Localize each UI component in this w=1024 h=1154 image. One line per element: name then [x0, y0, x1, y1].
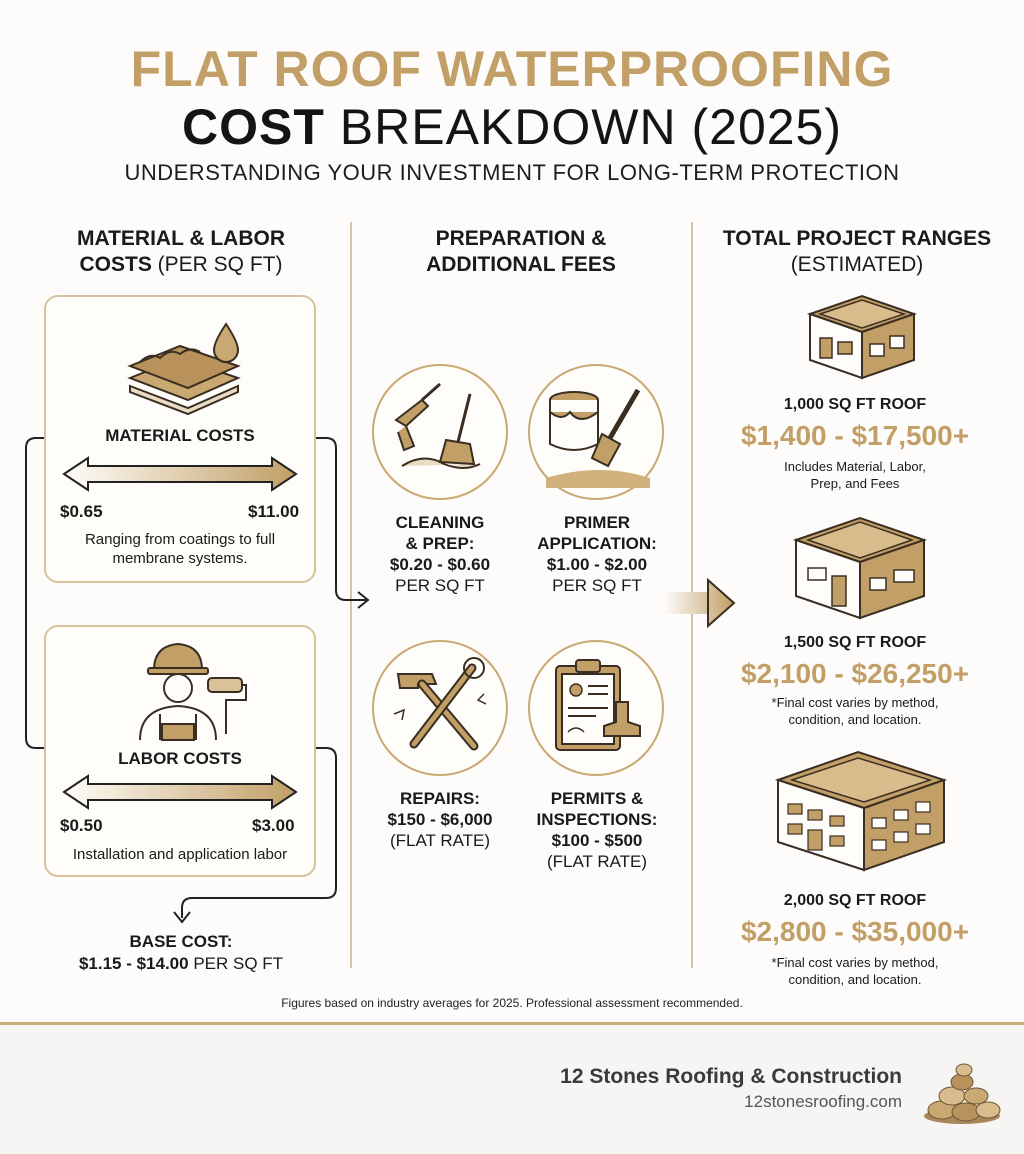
permits-name-2: INSPECTIONS:	[536, 810, 658, 829]
roof-2000-note-1: *Final cost varies by method,	[771, 955, 939, 970]
paintbrush-icon	[610, 390, 638, 438]
roof-2000-range: $2,800 - $35,000+	[740, 916, 970, 947]
pressure-washer-icon	[384, 380, 496, 480]
labor-note: Installation and application labor	[72, 846, 288, 863]
repairs-name: REPAIRS:	[400, 789, 480, 808]
roof-2000-note	[690, 954, 1020, 988]
footer	[0, 1025, 1024, 1154]
roof-1500-note	[690, 694, 1020, 728]
right-column-heading	[696, 226, 1018, 278]
page-subtitle: UNDERSTANDING YOUR INVESTMENT FOR LONG-TERM PROTECTION	[124, 160, 900, 185]
permits-range: $100 - $500	[551, 831, 643, 850]
title-rest: BREAKDOWN (2025)	[324, 99, 843, 155]
right-bracket-line	[316, 438, 366, 600]
roof-layers-icon	[120, 318, 250, 418]
permits-name-1: PERMITS &	[550, 789, 644, 808]
left-heading-thin: (PER SQ FT)	[151, 253, 283, 276]
labor-range-arrow	[60, 772, 300, 812]
repairs-fee	[360, 788, 520, 851]
roof-2000-note-2: condition, and location.	[788, 972, 922, 987]
primer-range: $1.00 - $2.00	[546, 555, 648, 574]
footnote: Figures based on industry averages for 2025. Professional assessment recommended.	[281, 996, 743, 1010]
page-title-line1: FLAT ROOF WATERPROOFING	[130, 41, 894, 97]
water-drop-icon	[214, 324, 238, 362]
left-bracket-line	[26, 438, 44, 748]
roof-1500-note-1: *Final cost varies by method,	[771, 695, 939, 710]
material-min: $0.65	[60, 502, 103, 521]
cleaning-range: $0.20 - $0.60	[389, 555, 491, 574]
primer-name-1: PRIMER	[563, 513, 631, 532]
stones-logo-icon	[918, 1056, 1004, 1128]
base-cost-value	[20, 954, 342, 974]
roof-1000-note	[690, 458, 1020, 492]
roof-1500-note-2: condition, and location.	[788, 712, 922, 727]
repairs-range: $150 - $6,000	[387, 810, 493, 829]
right-heading-line1: TOTAL PROJECT RANGES	[722, 227, 992, 250]
building-large-icon	[774, 746, 948, 874]
roof-1500-range: $2,100 - $26,250+	[740, 658, 970, 689]
labor-min: $0.50	[60, 816, 103, 835]
worker-icon	[130, 634, 250, 742]
labor-costs-label: LABOR COSTS	[118, 749, 242, 768]
paint-roller-icon	[208, 678, 242, 692]
hammer-icon	[388, 654, 494, 760]
roof-1000-label: 1,000 SQ FT ROOF	[783, 396, 927, 413]
material-costs-label: MATERIAL COSTS	[105, 426, 255, 445]
primer-name-2: APPLICATION:	[537, 534, 657, 553]
base-cost-unit: PER SQ FT	[188, 954, 284, 973]
roof-1000-note-2: Prep, and Fees	[810, 476, 900, 491]
material-max: $11.00	[248, 502, 300, 521]
cleaning-name-2: & PREP:	[405, 534, 475, 553]
permits-unit: (FLAT RATE)	[546, 852, 648, 871]
building-small-icon	[804, 292, 920, 382]
left-heading-bold: COSTS	[79, 253, 152, 276]
middle-heading-line2: ADDITIONAL FEES	[426, 253, 616, 276]
material-range-arrow	[60, 454, 300, 494]
roof-2000-label: 2,000 SQ FT ROOF	[783, 892, 927, 909]
cleaning-name-1: CLEANING	[395, 513, 485, 532]
roof-1000-range: $1,400 - $17,500+	[740, 420, 970, 451]
arrow-to-totals	[660, 576, 740, 630]
repairs-unit: (FLAT RATE)	[389, 831, 491, 850]
brand-name: 12 Stones Roofing & Construction	[560, 1065, 902, 1088]
permits-fee	[514, 788, 680, 872]
paint-can-icon	[540, 382, 652, 488]
base-cost-range: $1.15 - $14.00	[78, 954, 189, 973]
clipboard-icon	[546, 654, 650, 758]
title-bold-word: COST	[181, 99, 325, 155]
base-cost-label: BASE COST:	[129, 932, 233, 951]
primer-unit: PER SQ FT	[552, 576, 642, 595]
middle-heading-line1: PREPARATION &	[435, 227, 607, 250]
brand-site[interactable]: 12stonesroofing.com	[744, 1092, 902, 1111]
broom-icon	[458, 394, 470, 442]
cleaning-unit: PER SQ FT	[395, 576, 485, 595]
material-note: Ranging from coatings to full membrane systems.	[84, 531, 276, 567]
middle-column-heading	[356, 226, 686, 278]
right-heading-line2: (ESTIMATED)	[790, 253, 924, 276]
roof-1500-label: 1,500 SQ FT ROOF	[783, 634, 927, 651]
primer-fee	[514, 512, 680, 596]
roof-1000-note-1: Includes Material, Labor,	[784, 459, 926, 474]
cleaning-fee	[360, 512, 520, 596]
labor-max: $3.00	[252, 816, 295, 835]
building-medium-icon	[790, 512, 930, 622]
left-heading-line1: MATERIAL & LABOR	[76, 227, 286, 250]
